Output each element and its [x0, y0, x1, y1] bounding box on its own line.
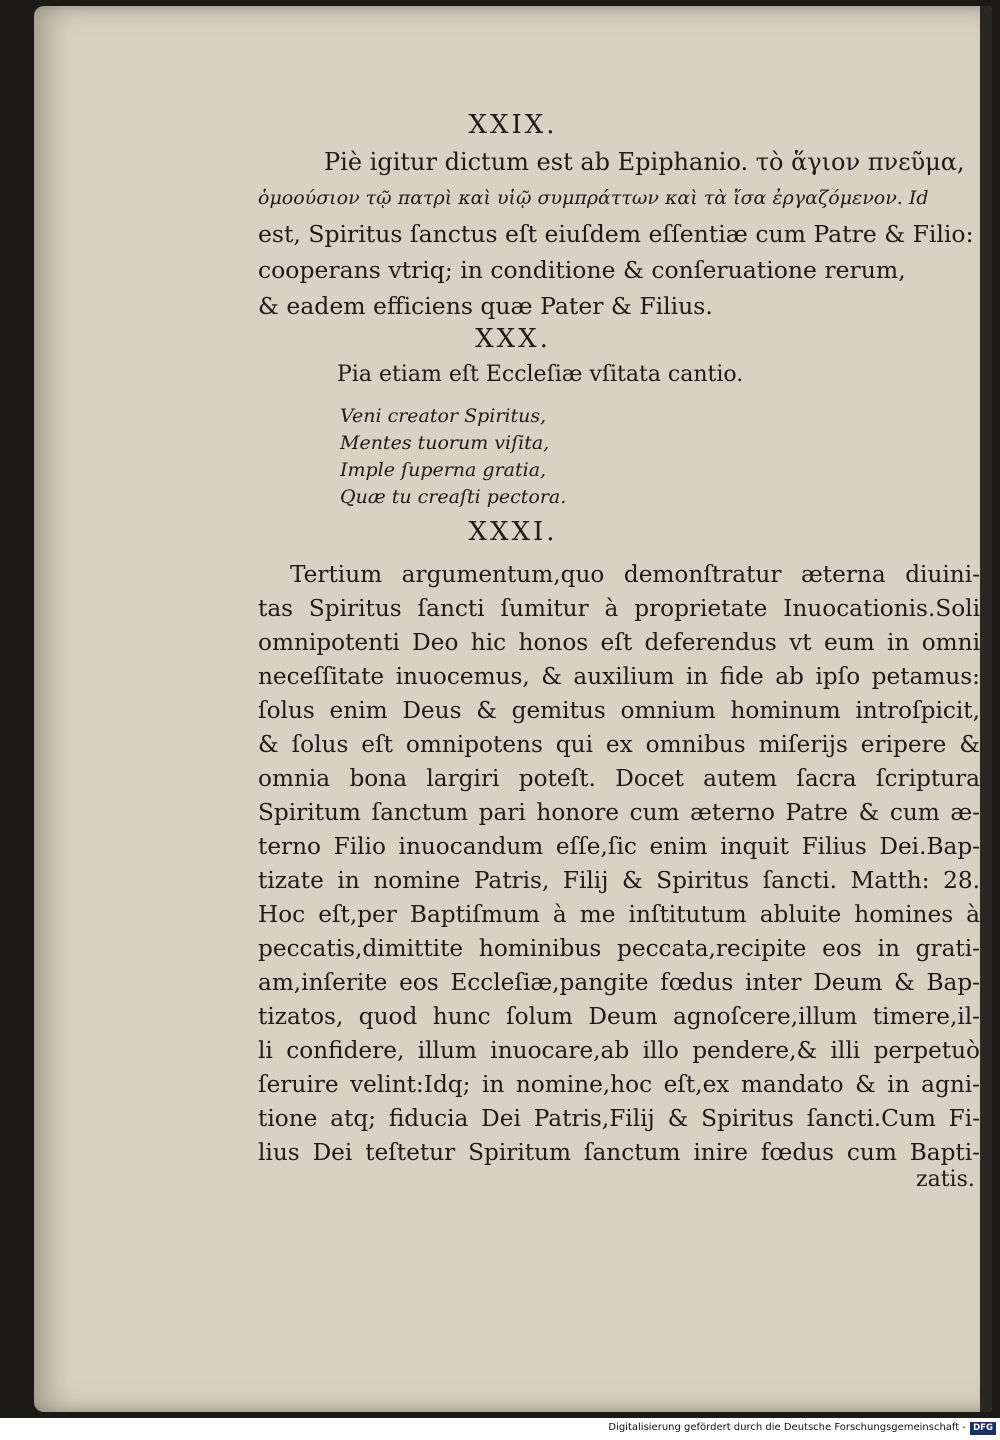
paragraph-31-line: Hoc eſt,per Baptiſmum à me inſtitutum abluite homines à	[258, 901, 980, 928]
hymn-verse-line: Veni creator Spiritus,	[340, 405, 547, 427]
catchword: zatis.	[916, 1167, 975, 1192]
section-heading-31: XXXI.	[468, 517, 558, 547]
paragraph-31-line: tizate in nomine Patris, Filij & Spiritus ſancti. Matth: 28.	[258, 867, 980, 894]
paragraph-31-line: neceſſitate inuocemus, & auxilium in fide ab ipſo petamus:	[258, 663, 980, 690]
paragraph-31-line: & ſolus eſt omnipotens qui ex omnibus miſerijs eripere &	[258, 731, 980, 758]
paragraph-31-line: peccatis,dimittite hominibus peccata,recipite eos in grati-	[258, 935, 980, 962]
hymn-verse-line: Mentes tuorum viſita,	[340, 432, 550, 454]
book-page	[34, 6, 992, 1412]
paragraph-31-line: Tertium argumentum,quo demonſtratur æterna diuini-	[290, 561, 980, 588]
paragraph-31-line: am,inſerite eos Eccleſiæ,pangite fœdus inter Deum & Bap-	[258, 969, 980, 996]
dfg-logo-icon[interactable]: DFG	[970, 1422, 996, 1435]
hymn-verse-line: Quæ tu creaſti pectora.	[340, 486, 567, 508]
paragraph-31-line: tas Spiritus ſancti ſumitur à proprietate Inuocationis.Soli	[258, 595, 980, 622]
funding-credit: Digitalisierung gefördert durch die Deutsche Forschungsgemeinschaft -	[608, 1422, 966, 1433]
paragraph-31-line: omnipotenti Deo hic honos eſt deferendus vt eum in omni	[258, 629, 980, 656]
paragraph-29-line: ὁμοούσιον τῷ πατρὶ καὶ υἱῷ συμπράττων καὶ τὰ ἴσα ἐργαζόμενον. Id	[258, 187, 929, 209]
paragraph-31-line: li confidere, illum inuocare,ab illo pendere,& illi perpetuò	[258, 1037, 980, 1064]
paragraph-31-line: terno Filio inuocandum eſſe,ſic enim inquit Filius Dei.Bap-	[258, 833, 980, 860]
hymn-verse-line: Imple ſuperna gratia,	[340, 459, 547, 481]
paragraph-29-line: Piè igitur dictum est ab Epiphanio. τὸ ἅγιον πνεῦμα,	[324, 148, 965, 176]
paragraph-29-line: cooperans vtriq; in conditione & conſeruatione rerum,	[258, 256, 906, 284]
paragraph-31-line: omnia bona largiri poteſt. Docet autem ſacra ſcriptura	[258, 765, 980, 792]
section-heading-29: XXIX.	[468, 110, 558, 140]
digitization-footer	[0, 1418, 1000, 1440]
paragraph-29-line: & eadem efficiens quæ Pater & Filius.	[258, 292, 713, 320]
paragraph-31-line: ſeruire velint:Idq; in nomine,hoc eſt,ex mandato & in agni-	[258, 1071, 980, 1098]
section-heading-30: XXX.	[475, 324, 551, 354]
paragraph-31-line: tizatos, quod hunc ſolum Deum agnoſcere,illum timere,il-	[258, 1003, 980, 1030]
paragraph-31-line: lius Dei teſtetur Spiritum ſanctum inire fœdus cum Bapti-	[258, 1139, 980, 1166]
paragraph-31-line: ſolus enim Deus & gemitus omnium hominum introſpicit,	[258, 697, 980, 724]
paragraph-31-line: tione atq; fiducia Dei Patris,Filij & Spiritus ſancti.Cum Fi-	[258, 1105, 980, 1132]
paragraph-30: Pia etiam eſt Eccleſiæ vſitata cantio.	[337, 362, 744, 387]
paragraph-31-line: Spiritum ſanctum pari honore cum æterno Patre & cum æ-	[258, 799, 980, 826]
paragraph-29-line: est, Spiritus ſanctus eſt eiuſdem eſſentiæ cum Patre & Filio:	[258, 220, 974, 248]
